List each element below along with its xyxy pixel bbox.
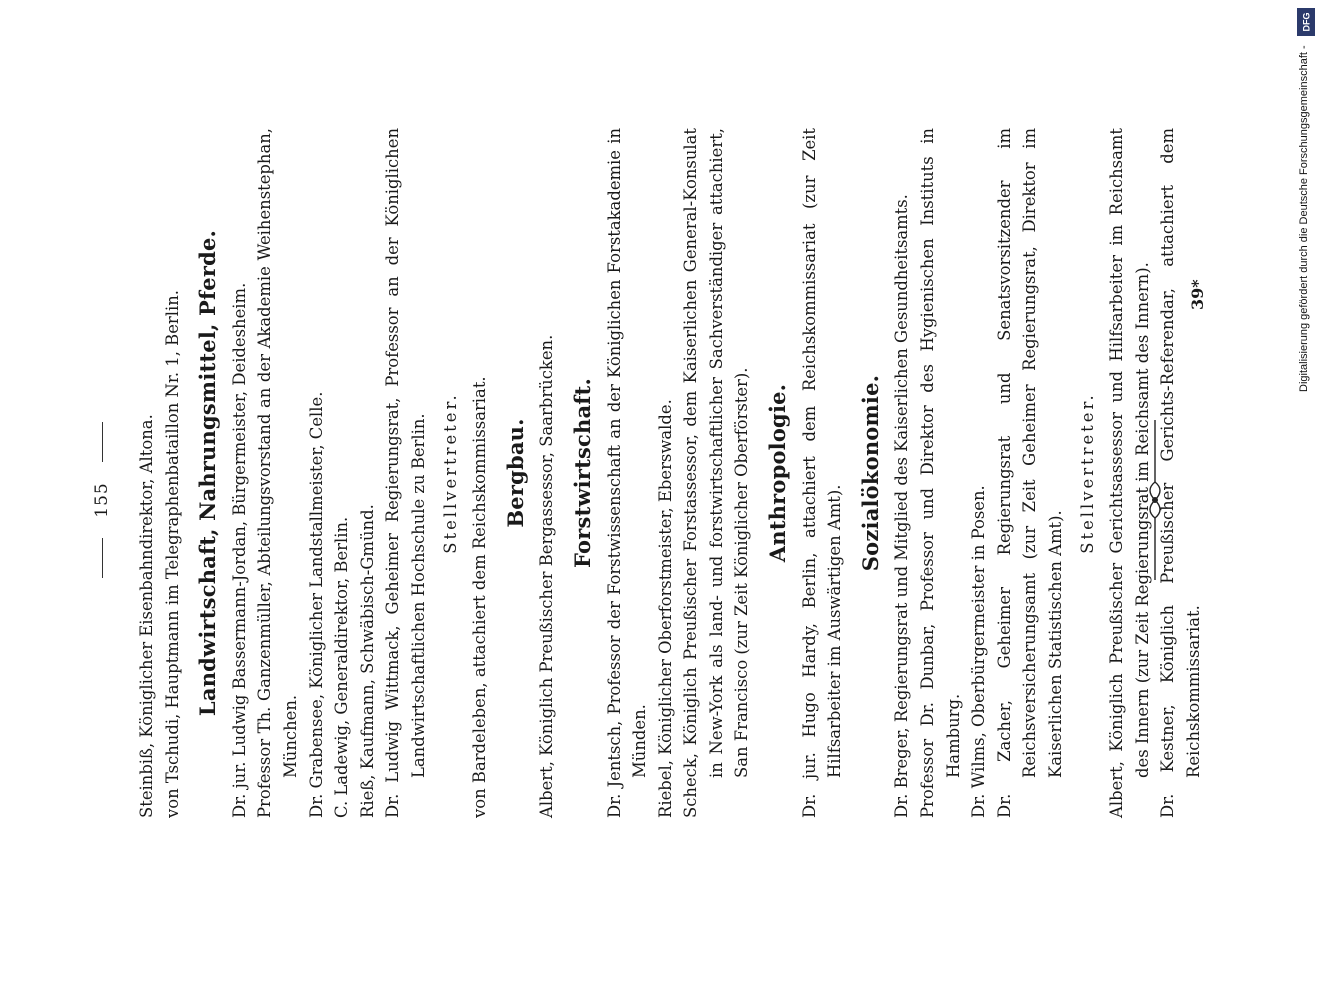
- section-subheading: Stellvertreter.: [440, 392, 460, 554]
- page-number-row: [92, 0, 112, 1000]
- list-item: Dr. Breger, Regierungsrat und Mitglied des Kaiserlichen Gesundheitsamts.: [892, 194, 912, 818]
- signature-mark: 39*: [1188, 279, 1207, 310]
- credit-text: Digitalisierung gefördert durch die Deutsche Forschungsgemeinschaft -: [1298, 45, 1310, 392]
- list-item: Scheck, Königlich Preußischer Forstassessor, dem Kaiserlichen General-Konsulat in New-York als land- und forstwirtschaftlicher Sachverständiger attachiert, San Francisco (zur Zeit Königlicher Oberförster).: [681, 128, 752, 818]
- list-item: von Tschudi, Hauptmann im Telegraphenbataillon Nr. 1, Berlin.: [162, 290, 182, 818]
- list-item: Dr. jur. Hugo Hardy, Berlin, attachiert dem Reichskommissariat (zur Zeit Hilfsarbeiter im Auswärtigen Amt).: [799, 128, 845, 818]
- dfg-logo-icon: DFG: [1297, 8, 1315, 36]
- list-item: Dr. Ludwig Wittmack, Geheimer Regierungsrat, Professor an der Königlichen Landwirtschaftlichen Hochschule zu Berlin.: [383, 128, 428, 818]
- section-heading: Anthropologie.: [765, 383, 791, 563]
- list-item: Albert, Königlich Preußischer Gerichtsassessor und Hilfsarbeiter im Reichsamt des Innern (zur Zeit Regierungsrat im Reichsamt des Innern).: [1107, 128, 1152, 818]
- list-item: Dr. Zacher, Geheimer Regierungsrat und Senatsvorsitzender im Reichsversicherungsamt (zur Zeit Geheimer Regierungsrat, Direktor im Kaiserlichen Statistischen Amt).: [994, 128, 1065, 818]
- page-number: 155: [92, 482, 112, 518]
- list-item: Riebel, Königlicher Oberforstmeister, Eberswalde.: [655, 399, 675, 818]
- list-item: Dr. Grabensee, Königlicher Landstallmeister, Celle.: [306, 391, 326, 818]
- list-item: Dr. Wilms, Oberbürgermeister in Posen.: [969, 485, 989, 818]
- list-item: Dr. Kestner, Königlich Preußischer Gerichts-Referendar, attachiert dem Reichskommissariat.: [1158, 128, 1203, 818]
- list-item: Professor Th. Ganzenmüller, Abteilungsvorstand an der Akademie Weihenstephan, München.: [255, 128, 300, 818]
- list-item: Dr. Jentsch, Professor der Forstwissenschaft an der Königlichen Forstakademie in Münden.: [604, 128, 650, 818]
- section-subheading: Stellvertreter.: [1077, 392, 1097, 554]
- main-text: [134, 128, 1207, 818]
- list-item: von Bardeleben, attachiert dem Reichskommissariat.: [470, 376, 490, 818]
- list-item: Rieß, Kaufmann, Schwäbisch-Gmünd.: [357, 504, 377, 818]
- section-heading: Bergbau.: [502, 418, 528, 528]
- list-item: Professor Dr. Dunbar, Professor und Direktor des Hygienischen Instituts in Hamburg.: [918, 128, 963, 818]
- ornament-divider-icon: [1140, 420, 1170, 580]
- section-heading: Landwirtschaft, Nahrungsmittel, Pferde.: [195, 229, 221, 717]
- list-item: Albert, Königlich Preußischer Bergassessor, Saarbrücken.: [537, 334, 557, 818]
- digitization-credit: [1290, 0, 1324, 1000]
- section-heading: Sozialökonomie.: [857, 374, 883, 572]
- divider-line: [102, 422, 103, 462]
- divider-line: [102, 538, 103, 578]
- section-heading: Forstwirtschaft.: [569, 378, 595, 568]
- list-item: Dr. jur. Ludwig Bassermann-Jordan, Bürgermeister, Deidesheim.: [229, 282, 249, 818]
- list-item: C. Ladewig, Generaldirektor, Berlin.: [332, 516, 352, 818]
- list-item: Steinbiß, Königlicher Eisenbahndirektor, Altona.: [137, 414, 156, 818]
